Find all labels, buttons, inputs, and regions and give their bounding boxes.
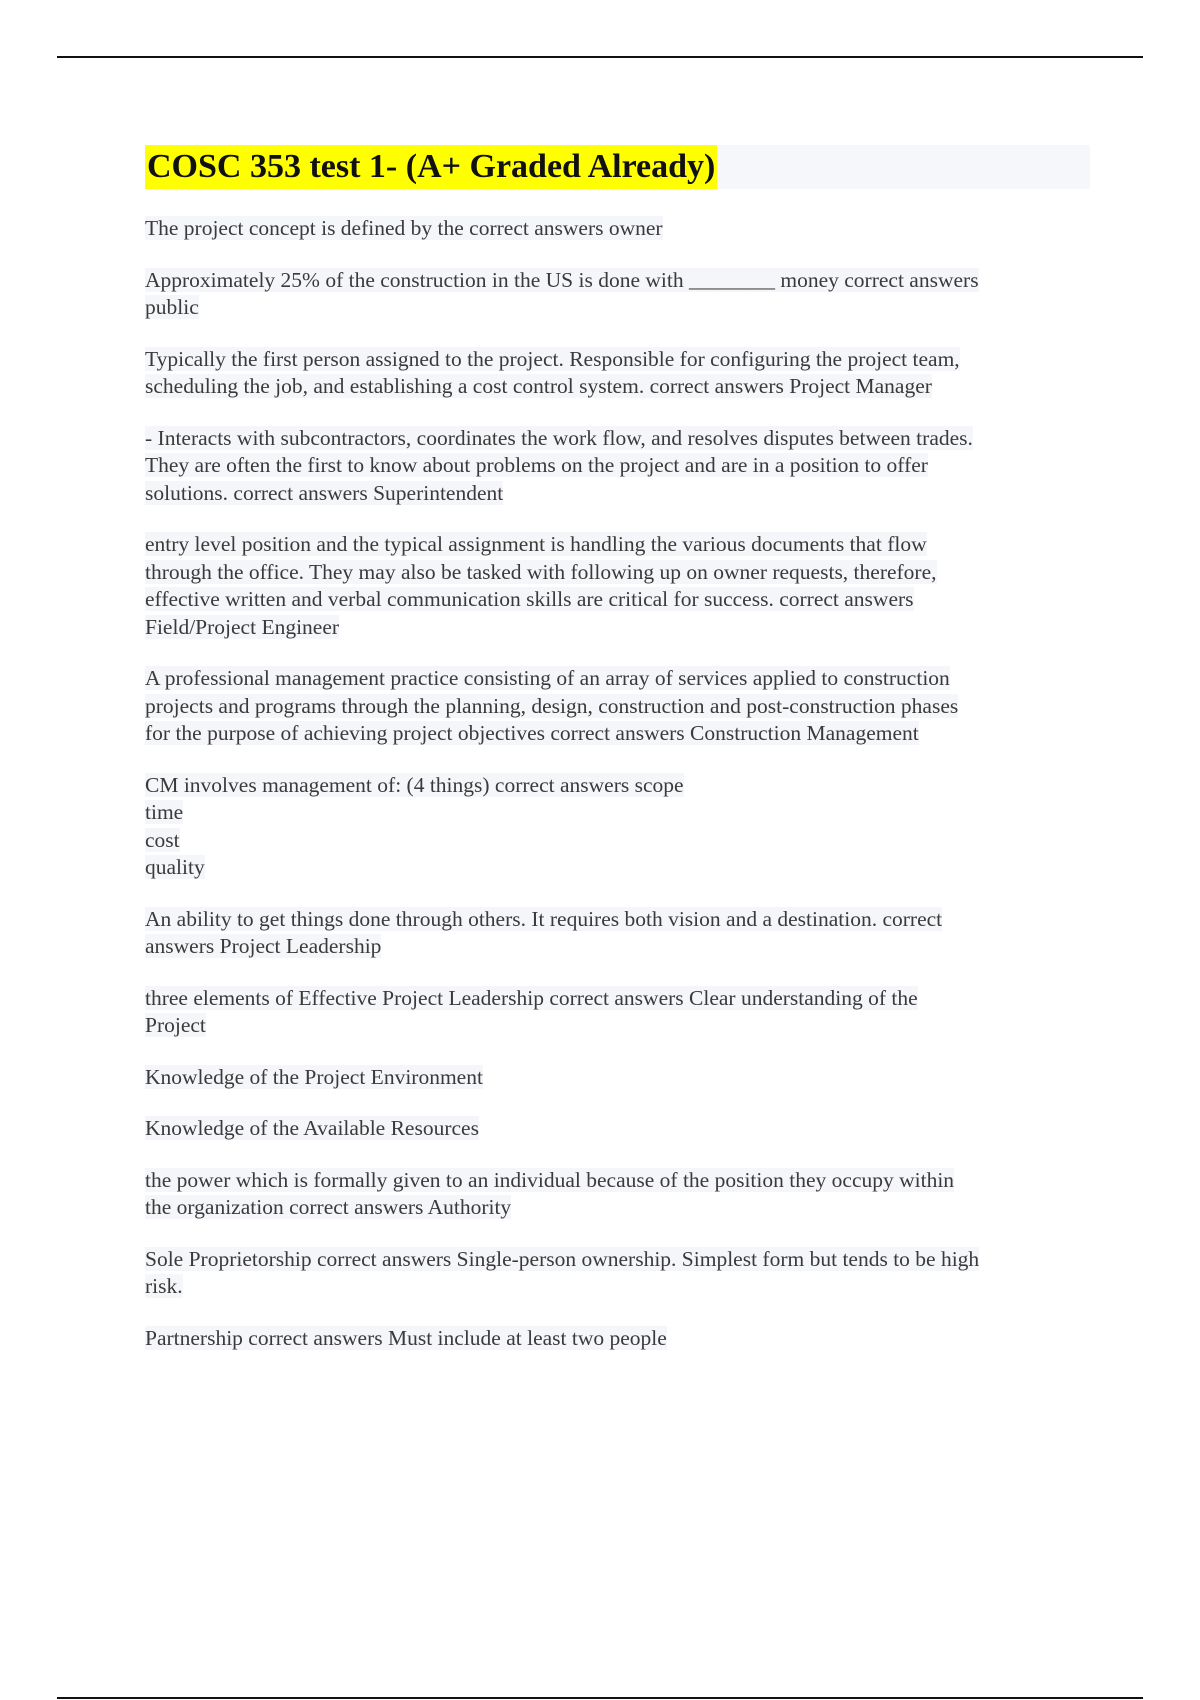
text-line-content: through the office. They may also be tasked with following up on owner requests, therefore, xyxy=(145,559,937,584)
qa-paragraph xyxy=(145,215,1090,243)
text-line-content: An ability to get things done through others. It requires both vision and a destination. correct xyxy=(145,906,943,931)
text-line xyxy=(145,614,1090,642)
text-line-content: Project xyxy=(145,1013,206,1037)
text-line xyxy=(145,586,1090,614)
text-line-content: effective written and verbal communication skills are critical for success. correct answers xyxy=(145,587,914,611)
header-rule xyxy=(57,56,1143,58)
qa-paragraph xyxy=(145,425,1090,508)
text-line xyxy=(145,425,1090,453)
text-line xyxy=(145,1273,1090,1301)
qa-paragraph xyxy=(145,1115,1090,1143)
text-line xyxy=(145,906,1090,934)
text-line xyxy=(145,346,1090,374)
qa-paragraph xyxy=(145,346,1090,401)
text-line xyxy=(145,531,1090,559)
qa-paragraph xyxy=(145,985,1090,1040)
text-line-content: They are often the first to know about problems on the project and are in a position to offer xyxy=(145,453,928,477)
text-line-content: the power which is formally given to an individual because of the position they occupy within xyxy=(145,1167,955,1192)
qa-paragraph xyxy=(145,772,1090,882)
title-row xyxy=(145,145,1090,189)
document-title: COSC 353 test 1- (A+ Graded Already) xyxy=(145,145,717,189)
text-line xyxy=(145,1012,1090,1040)
paragraph-list xyxy=(145,215,1090,1352)
qa-paragraph xyxy=(145,906,1090,961)
qa-paragraph xyxy=(145,665,1090,748)
text-line-content: A professional management practice consisting of an array of services applied to construction xyxy=(145,666,950,690)
text-line-content: answers Project Leadership xyxy=(145,934,382,958)
text-line-content: time xyxy=(145,800,184,824)
qa-paragraph xyxy=(145,267,1090,322)
text-line-content: risk. xyxy=(145,1274,183,1298)
text-line-content: Partnership correct answers Must include at least two people xyxy=(145,1325,667,1350)
text-line xyxy=(145,267,1090,295)
text-line xyxy=(145,480,1090,508)
text-line xyxy=(145,693,1090,721)
text-line xyxy=(145,854,1090,882)
text-line xyxy=(145,985,1090,1013)
text-line-content: solutions. correct answers Superintendent xyxy=(145,480,504,505)
qa-paragraph xyxy=(145,1246,1090,1301)
text-line-content: CM involves management of: (4 things) correct answers scope xyxy=(145,772,684,797)
text-line-content: Knowledge of the Available Resources xyxy=(145,1116,479,1140)
qa-paragraph xyxy=(145,1167,1090,1222)
text-line-content: entry level position and the typical assignment is handling the various documents that flow xyxy=(145,532,927,556)
qa-paragraph xyxy=(145,1064,1090,1092)
text-line xyxy=(145,1115,1090,1143)
text-line xyxy=(145,1325,1090,1353)
text-line-content: cost xyxy=(145,827,180,852)
text-line-content: public xyxy=(145,295,199,319)
text-line xyxy=(145,559,1090,587)
text-line-content: Approximately 25% of the construction in the US is done with ________ money correct answers xyxy=(145,267,979,292)
footer-rule xyxy=(57,1697,1143,1699)
text-line xyxy=(145,772,1090,800)
text-line xyxy=(145,294,1090,322)
text-line xyxy=(145,1246,1090,1274)
text-line-content: The project concept is defined by the correct answers owner xyxy=(145,216,663,240)
text-line xyxy=(145,1064,1090,1092)
text-line-content: three elements of Effective Project Leadership correct answers Clear understanding of the xyxy=(145,985,918,1010)
text-line-content: projects and programs through the planning, design, construction and post-construction phases xyxy=(145,693,959,718)
text-line xyxy=(145,1194,1090,1222)
document-body xyxy=(145,145,1090,1376)
text-line xyxy=(145,933,1090,961)
qa-paragraph xyxy=(145,531,1090,641)
text-line-content: Knowledge of the Project Environment xyxy=(145,1064,483,1089)
text-line-content: for the purpose of achieving project objectives correct answers Construction Management xyxy=(145,721,919,745)
text-line-content: the organization correct answers Authority xyxy=(145,1195,512,1219)
text-line xyxy=(145,827,1090,855)
text-line xyxy=(145,373,1090,401)
text-line xyxy=(145,720,1090,748)
text-line xyxy=(145,452,1090,480)
text-line-content: - Interacts with subcontractors, coordinates the work flow, and resolves disputes between trades. xyxy=(145,425,973,450)
text-line xyxy=(145,215,1090,243)
qa-paragraph xyxy=(145,1325,1090,1353)
text-line-content: quality xyxy=(145,855,205,879)
text-line-content: Typically the first person assigned to the project. Responsible for configuring the project team, xyxy=(145,346,960,371)
text-line xyxy=(145,799,1090,827)
text-line-content: Sole Proprietorship correct answers Single-person ownership. Simplest form but tends to be high xyxy=(145,1246,980,1271)
text-line xyxy=(145,665,1090,693)
text-line-content: Field/Project Engineer xyxy=(145,614,340,639)
text-line-content: scheduling the job, and establishing a cost control system. correct answers Project Manager xyxy=(145,374,932,398)
text-line xyxy=(145,1167,1090,1195)
